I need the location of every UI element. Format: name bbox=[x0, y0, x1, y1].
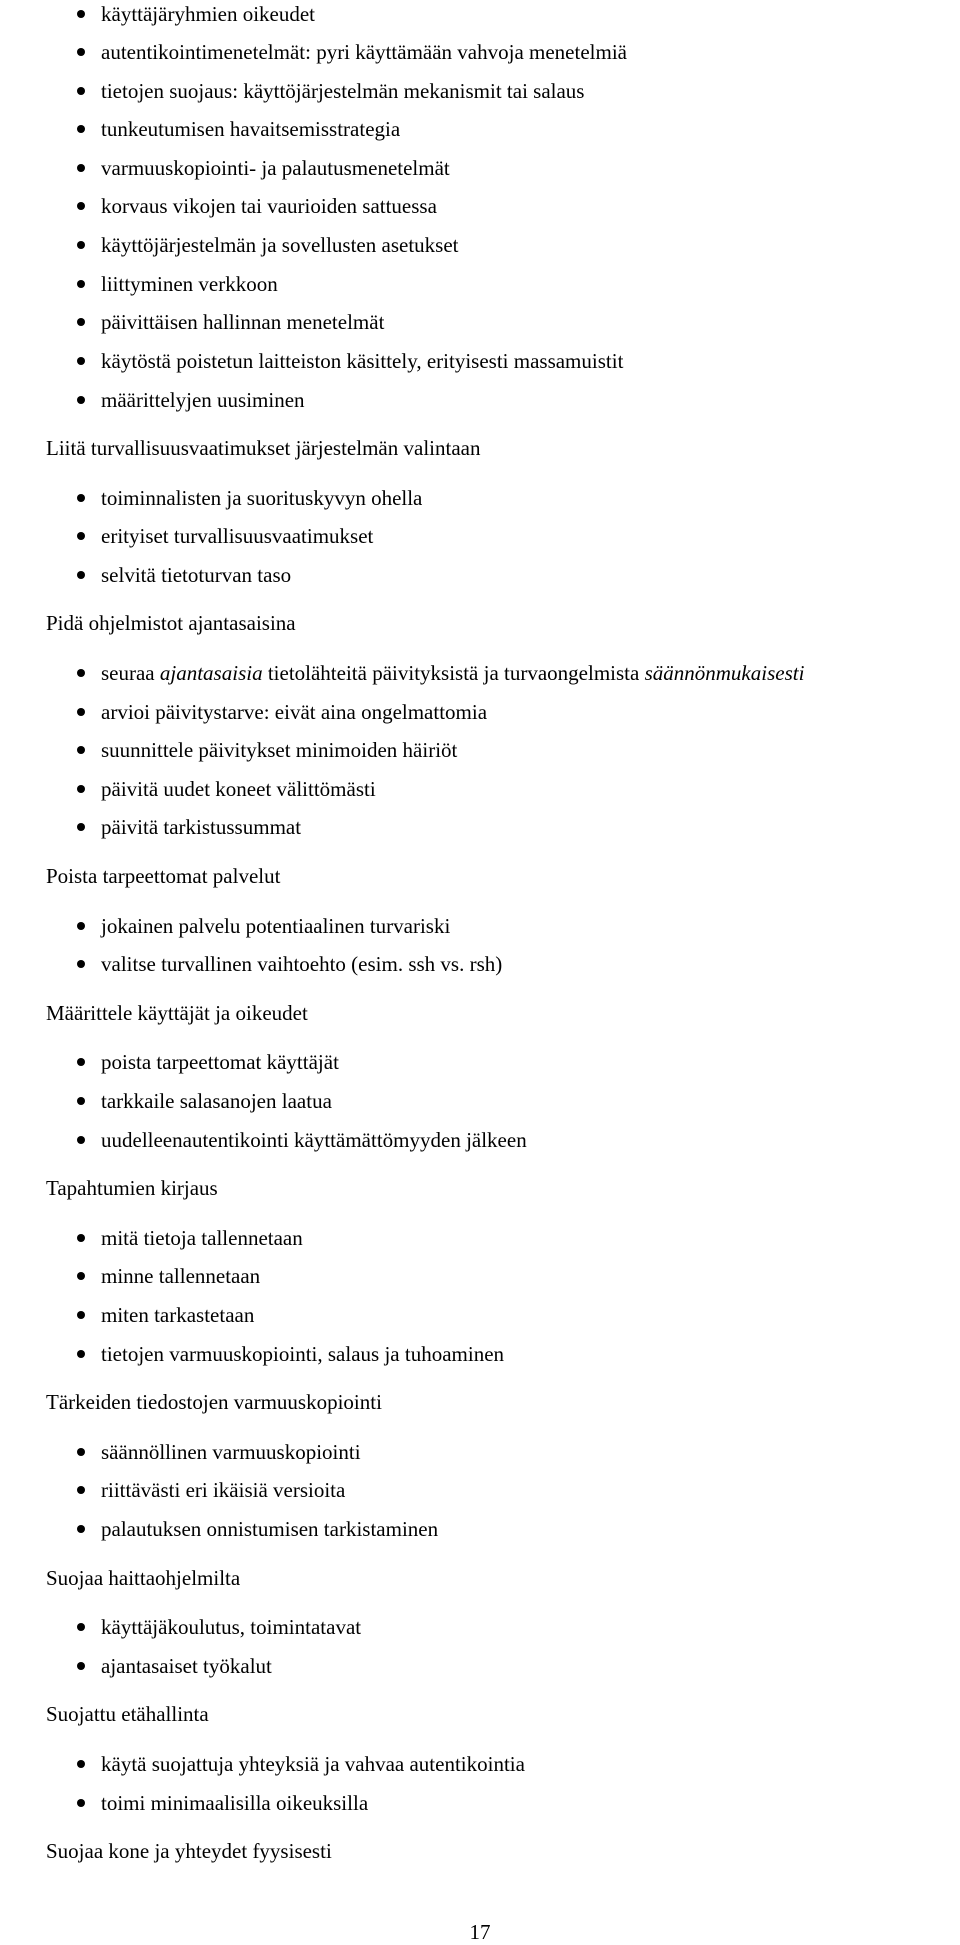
bullet-icon bbox=[77, 746, 85, 754]
bullet-icon bbox=[77, 280, 85, 288]
bullet-icon bbox=[77, 532, 85, 540]
page-number: 17 bbox=[469, 1920, 491, 1944]
bullet-icon bbox=[77, 1136, 85, 1144]
bullet-icon bbox=[77, 1760, 85, 1768]
bullet-icon bbox=[77, 1234, 85, 1242]
bullet-icon bbox=[77, 1525, 85, 1533]
bullet-icon bbox=[77, 823, 85, 831]
bullet-icon bbox=[77, 1448, 85, 1456]
bullet-icon bbox=[77, 125, 85, 133]
bullet-icon bbox=[77, 785, 85, 793]
bullet-icon bbox=[77, 960, 85, 968]
bullet-icon bbox=[77, 494, 85, 502]
bullet-icon bbox=[77, 708, 85, 716]
bullet-icon bbox=[77, 1350, 85, 1358]
bullet-icon bbox=[77, 164, 85, 172]
bullet-icon bbox=[77, 202, 85, 210]
bullet-icon bbox=[77, 1097, 85, 1105]
bullet-icon bbox=[77, 1799, 85, 1807]
bullet-icon bbox=[77, 396, 85, 404]
bullet-icon bbox=[77, 669, 85, 677]
bullet-icon bbox=[77, 318, 85, 326]
bullet-icon bbox=[77, 922, 85, 930]
bullet-icon bbox=[77, 1311, 85, 1319]
bullet-icon bbox=[77, 10, 85, 18]
bullet-icon bbox=[77, 1623, 85, 1631]
document-page: käyttäjäryhmien oikeudet autentikointimenetelmät: pyri käyttämään vahvoja menetelmiä tietojen suojaus: käyttöjärjestelmän mekanismit tai salaus tunkeutumisen havaitsemisstrategia varmuuskopiointi- ja palautusmenetelmät korvaus vikojen tai vaurioiden sattuessa käyttöjärjestelmän ja sovellusten asetukset liittyminen verkkoon päivittäisen hallinnan menetelmät käytöstä poistetun laitteiston käsittely, erityisesti massamuistit määrittelyjen uusiminen Liitä turvallisuusvaatimukset järjestelmän valintaan toiminnalisten ja suorituskyvyn ohella erityiset turvallisuusvaatimukset selvitä tietoturvan taso Pidä ohjelmistot ajantasaisina seuraa ajantasaisia tietolähteitä päivityksistä ja turvaongelmista säännönmukaisesti arvioi päivitystarve: eivät aina ongelmattomia suunnittele päivitykset minimoiden häiriöt päivitä uudet koneet välittömästi päivitä tarkistussummat Poista tarpeettomat palvelut jokainen palvelu potentiaalinen turvariski valitse turvallinen vaihtoehto (esim. ssh vs. rsh) Määrittele käyttäjät ja oikeudet poista tarpeettomat käyttäjät tarkkaile salasanojen laatua uudelleenautentikointi käyttämättömyyden jälkeen Tapahtumien kirjaus mitä tietoja tallennetaan minne tallennetaan miten tarkastetaan tietojen varmuuskopiointi, salaus ja tuhoaminen Tärkeiden tiedostojen varmuuskopiointi säännöllinen varmuuskopiointi riittävästi eri ikäisiä versioita palautuksen onnistumisen tarkistaminen Suojaa haittaohjelmilta käyttäjäkoulutus, toimintatavat ajantasaiset työkalut Suojattu etähallinta käytä suojattuja yhteyksiä ja vahvaa autentikointia toimi minimaalisilla oikeuksilla Suojaa kone ja yhteydet fyysisesti 17 bbox=[0, 0, 960, 1945]
bullet-icon bbox=[77, 241, 85, 249]
bullet-icon bbox=[77, 1662, 85, 1670]
bullet-icon bbox=[77, 357, 85, 365]
bullet-icon bbox=[77, 1272, 85, 1280]
bullet-icon bbox=[77, 571, 85, 579]
bullet-icon bbox=[77, 1058, 85, 1066]
bullet-icon bbox=[77, 1486, 85, 1494]
bullet-icon bbox=[77, 48, 85, 56]
bullet-icon bbox=[77, 87, 85, 95]
